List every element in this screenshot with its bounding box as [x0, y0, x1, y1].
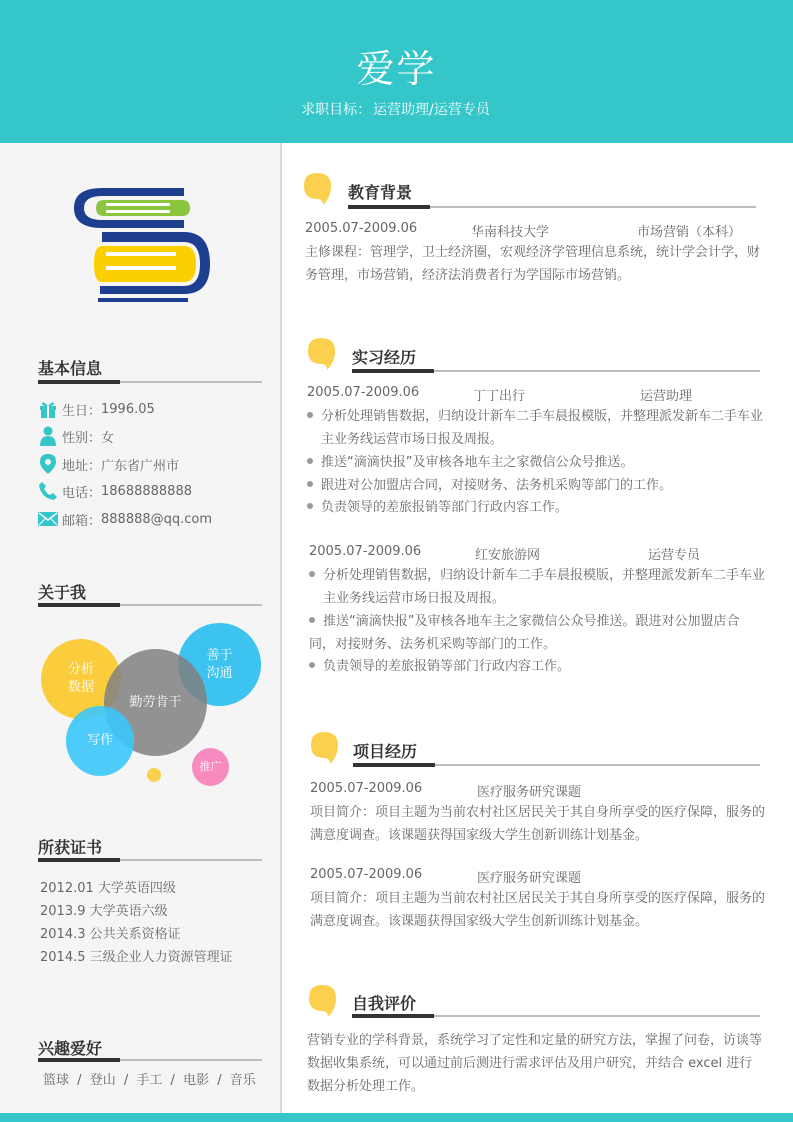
- job-bullet-text: 负责领导的差旅报销等部门行政内容工作。: [321, 500, 569, 515]
- address-label: 地址：: [62, 458, 102, 474]
- location-icon: [38, 454, 58, 474]
- email-value: 888888@qq.com: [101, 511, 213, 527]
- phone-icon: [38, 481, 58, 501]
- certificate-item: 2012.01 大学英语四级: [40, 881, 176, 896]
- education-row: [305, 221, 765, 239]
- info-row-address: [38, 454, 179, 474]
- info-row-phone: [38, 481, 192, 501]
- hobby-separator: /: [170, 1073, 175, 1088]
- hobbies-divider: [38, 1059, 262, 1061]
- self-eval-divider: [352, 1015, 760, 1017]
- project-name: 医疗服务研究课题: [477, 871, 582, 886]
- hobby-item: 登山: [89, 1073, 116, 1088]
- job-bullet: [309, 655, 765, 678]
- internship-title: 实习经历: [352, 348, 417, 367]
- self-eval-text: 营销专业的学科背景，系统学习了定性和定量的研究方法，掌握了问卷，访谈等数据收集系统，可以通过前后测进行需求评估及用户研究，并结合 excel 进行数据分析处理工作。: [307, 1033, 763, 1094]
- job-bullet: [307, 474, 765, 497]
- birthday-label: 生日：: [62, 403, 102, 419]
- email-label: 邮箱：: [62, 513, 102, 529]
- info-row-gender: [38, 426, 114, 446]
- gift-icon: [38, 399, 58, 419]
- bubble-hardworking: 勤劳肯干: [104, 649, 207, 756]
- hobby-separator: /: [123, 1073, 129, 1088]
- info-row-birthday: [38, 399, 155, 419]
- bullet-dot: [307, 481, 313, 487]
- bubble-analyze-data: 分析 数据: [41, 639, 121, 719]
- info-row-email: [38, 509, 212, 529]
- education-divider: [348, 206, 756, 208]
- education-courses: 主修课程：管理学，卫士经济圈，宏观经济学管理信息系统，统计学会计学，财务管理，市场营销，经济法消费者行为学国际市场营销。: [305, 245, 761, 283]
- certificate-item: 2014.3 公共关系资格证: [40, 927, 181, 942]
- project-desc: 项目简介：项目主题为当前农村社区居民关于其自身所享受的医疗保障，服务的满意度调查。该课题获得国家级大学生创新训练计划基金。: [310, 805, 766, 843]
- projects-title: 项目经历: [353, 742, 418, 761]
- address-value: 广东省广州市: [101, 458, 180, 474]
- bubble-dot-decoration: [147, 768, 161, 782]
- education-date: 2005.07-2009.06: [305, 221, 418, 236]
- hobby-item: 电影: [183, 1073, 210, 1088]
- job-role: 运营助理: [640, 389, 693, 404]
- job-bullet-text: 分析处理销售数据，归纳设计新车二手车晨报模版，并整理派发新车二手车业主业务线运营市场日报及周报。: [321, 409, 764, 447]
- certificate-item: 2013.9 大学英语六级: [40, 904, 168, 919]
- bubble-communication: 善于 沟通: [178, 623, 261, 706]
- education-school: 华南科技大学: [471, 225, 550, 240]
- job-bullet-text: 推送“滴滴快报”及审核各地车主之家微信公众号推送。: [321, 455, 634, 470]
- hobby-separator: /: [77, 1073, 82, 1088]
- hobby-separator: /: [217, 1073, 222, 1088]
- projects-divider: [353, 764, 760, 766]
- gender-value: 女: [101, 430, 115, 446]
- mail-icon: [38, 509, 58, 529]
- project-row: [310, 781, 765, 799]
- footer-bar: [0, 1113, 793, 1122]
- speech-bubble-icon: [310, 730, 340, 766]
- job-bullet: [307, 405, 765, 451]
- education-title: 教育背景: [348, 183, 413, 202]
- phone-value: 18688888888: [101, 483, 192, 499]
- speech-bubble-icon: [303, 171, 333, 207]
- about-divider: [38, 604, 262, 606]
- candidate-name: 爱学: [356, 47, 437, 91]
- books-logo-icon: [72, 186, 214, 304]
- hobby-item: 手工: [136, 1073, 163, 1088]
- bullet-dot: [307, 503, 313, 509]
- bullet-dot: [307, 412, 313, 418]
- job-role: 运营专员: [648, 548, 701, 563]
- objective-label: 求职目标：: [301, 102, 372, 118]
- bullet-dot: [309, 571, 315, 577]
- job-company: 丁丁出行: [473, 389, 526, 404]
- project-desc: 项目简介：项目主题为当前农村社区居民关于其自身所享受的医疗保障，服务的满意度调查。该课题获得国家级大学生创新训练计划基金。: [310, 891, 766, 929]
- project-name: 医疗服务研究课题: [477, 785, 582, 800]
- bullet-dot: [309, 662, 315, 668]
- speech-bubble-icon: [307, 336, 337, 372]
- gender-label: 性别：: [62, 430, 102, 446]
- bubble-writing: 写作: [66, 706, 134, 776]
- basic-info-divider: [38, 381, 262, 383]
- hobbies-title: 兴趣爱好: [38, 1039, 103, 1058]
- certificates-title: 所获证书: [38, 838, 103, 857]
- person-icon: [38, 426, 58, 446]
- hobby-item: 音乐: [229, 1073, 256, 1088]
- job-bullet-text: 跟进对公加盟店合同，对接财务、法务机采购等部门的工作。: [321, 478, 673, 493]
- job-bullet: [309, 564, 765, 610]
- job-bullet: [307, 451, 765, 474]
- hobby-item: 篮球: [43, 1073, 70, 1088]
- job-date: 2005.07-2009.06: [309, 544, 422, 559]
- job-bullet-text: 负责领导的差旅报销等部门行政内容工作。: [323, 659, 571, 674]
- project-row: [310, 867, 765, 885]
- job-bullet-text: 分析处理销售数据，归纳设计新车二手车晨报模版，并整理派发新车二手车业主业务线运营市场日报及周报。: [323, 568, 766, 606]
- self-eval-title: 自我评价: [352, 994, 417, 1013]
- phone-label: 电话：: [62, 485, 102, 501]
- basic-info-title: 基本信息: [38, 359, 103, 378]
- job-objective: [0, 99, 793, 119]
- about-title: 关于我: [38, 583, 87, 602]
- objective-value: 运营助理/运营专员: [373, 102, 490, 118]
- bubble-promotion: 推广: [192, 748, 229, 786]
- header-banner: [0, 0, 793, 143]
- job-bullet: [307, 496, 765, 519]
- job-date: 2005.07-2009.06: [307, 385, 420, 400]
- certificate-item: 2014.5 三级企业人力资源管理证: [40, 950, 233, 965]
- internship-divider: [352, 370, 760, 372]
- bullet-dot: [307, 458, 313, 464]
- project-date: 2005.07-2009.06: [310, 781, 423, 796]
- project-date: 2005.07-2009.06: [310, 867, 423, 882]
- job-bullet: [309, 610, 765, 656]
- education-major: 市场营销（本科）: [637, 225, 742, 240]
- job-bullet-text: 推送“滴滴快报”及审核各地车主之家微信公众号推送。跟进对公加盟店合同，对接财务、法务机采购等部门的工作。: [309, 614, 740, 652]
- bullet-dot: [309, 617, 315, 623]
- job-row: [309, 544, 769, 562]
- hobbies-list: [43, 1069, 260, 1088]
- certificates-divider: [38, 859, 262, 861]
- birthday-value: 1996.05: [101, 401, 155, 417]
- job-company: 红安旅游网: [475, 548, 541, 563]
- speech-bubble-icon: [308, 983, 338, 1019]
- job-row: [307, 385, 767, 403]
